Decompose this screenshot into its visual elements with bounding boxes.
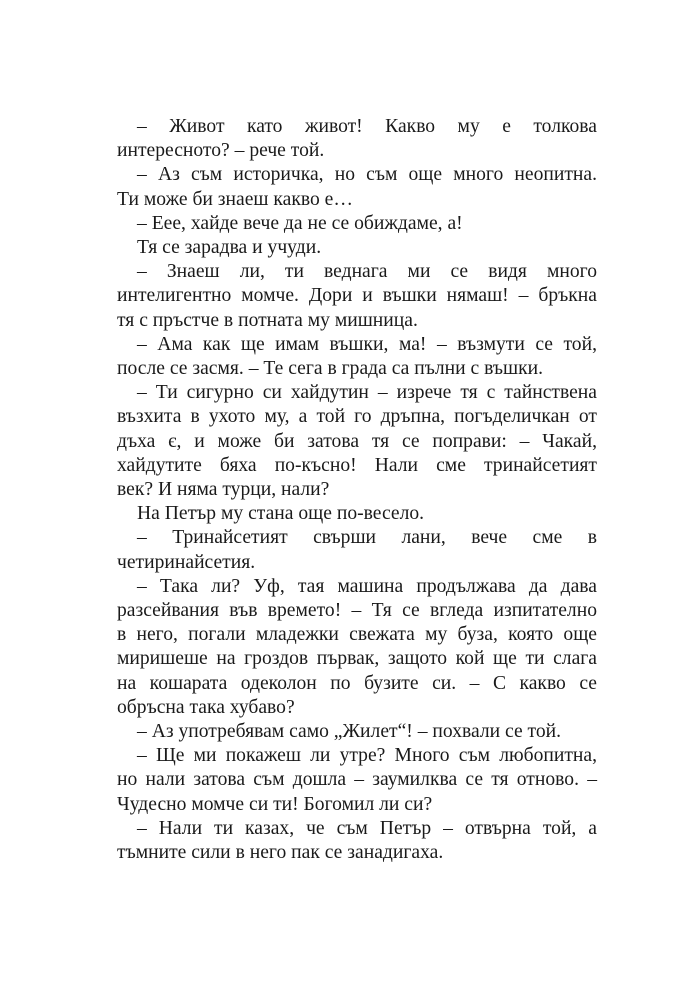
- text-line: обръсна така хубаво?: [117, 696, 295, 718]
- text-line: на кошарата одеколон по бузите си. – С какво се: [117, 672, 597, 694]
- paragraph: [117, 333, 597, 381]
- paragraph: [117, 575, 597, 720]
- paragraph: [117, 212, 597, 236]
- text-line: – Ама как ще имам въшки, ма! – възмути се той,: [137, 333, 597, 355]
- text-line: век? И няма турци, нали?: [117, 479, 330, 501]
- text-line: четиринайсетия.: [117, 551, 256, 573]
- text-line: – Еее, хайде вече да не се обиждаме, а!: [137, 212, 463, 234]
- text-line: дъха є, и може би затова тя се поправи: – Чакай,: [117, 430, 597, 452]
- paragraph: [117, 163, 597, 211]
- text-line: миришеше на гроздов първак, защото кой ще ти слага: [117, 648, 597, 670]
- body-text: [117, 115, 597, 865]
- paragraph: [117, 817, 597, 865]
- text-line: – Знаеш ли, ти веднага ми се видя много: [137, 261, 597, 283]
- text-line: Чудесно момче си ти! Богомил ли си?: [117, 793, 433, 815]
- text-line: На Петър му стана още по-весело.: [137, 503, 425, 525]
- paragraph: [117, 526, 597, 574]
- text-line: разсейвания във времето! – Тя се вгледа изпитателно: [117, 600, 597, 622]
- paragraph: [117, 115, 597, 163]
- text-line: – Тринайсетият свърши лани, вече сме в: [137, 527, 597, 549]
- text-line: Тя се зарадва и учуди.: [137, 237, 322, 259]
- text-line: тъмните сили в него пак се занадигаха.: [117, 842, 444, 864]
- paragraph: [117, 236, 597, 260]
- text-line: – Живот като живот! Какво му е толкова: [137, 116, 597, 137]
- text-line: тя с пръстче в потната му мишница.: [117, 309, 418, 331]
- text-line: – Аз съм историчка, но съм още много неопитна.: [137, 164, 597, 186]
- text-line: – Така ли? Уф, тая машина продължава да дава: [137, 575, 597, 597]
- text-line: Ти може би знаеш какво е…: [117, 188, 353, 210]
- text-line: после се засмя. – Те сега в града са пълни с въшки.: [117, 358, 544, 380]
- text-line: хайдутите бяха по-късно! Нали сме тринайсетият: [117, 454, 597, 476]
- paragraph: [117, 502, 597, 526]
- paragraph: [117, 744, 597, 817]
- paragraph: [117, 381, 597, 502]
- paragraph: [117, 720, 597, 744]
- text-line: интелигентно момче. Дори и въшки нямаш! – бръкна: [117, 285, 597, 307]
- text-line: – Ще ми покажеш ли утре? Много съм любопитна,: [137, 745, 597, 767]
- text-line: но нали затова съм дошла – заумилква се тя отново. –: [117, 769, 597, 791]
- paragraph: [117, 260, 597, 333]
- text-line: – Ти сигурно си хайдутин – изрече тя с тайнствена: [137, 382, 597, 404]
- text-line: – Аз употребявам само „Жилет“! – похвали се той.: [137, 721, 562, 743]
- text-line: интересното? – рече той.: [117, 140, 325, 162]
- text-line: в него, погали младежки свежата му буза, която още: [117, 624, 597, 646]
- text-line: – Нали ти казах, че съм Петър – отвърна той, а: [137, 817, 597, 839]
- text-line: възхита в ухото му, а той го дръпна, погъделичкан от: [117, 406, 597, 428]
